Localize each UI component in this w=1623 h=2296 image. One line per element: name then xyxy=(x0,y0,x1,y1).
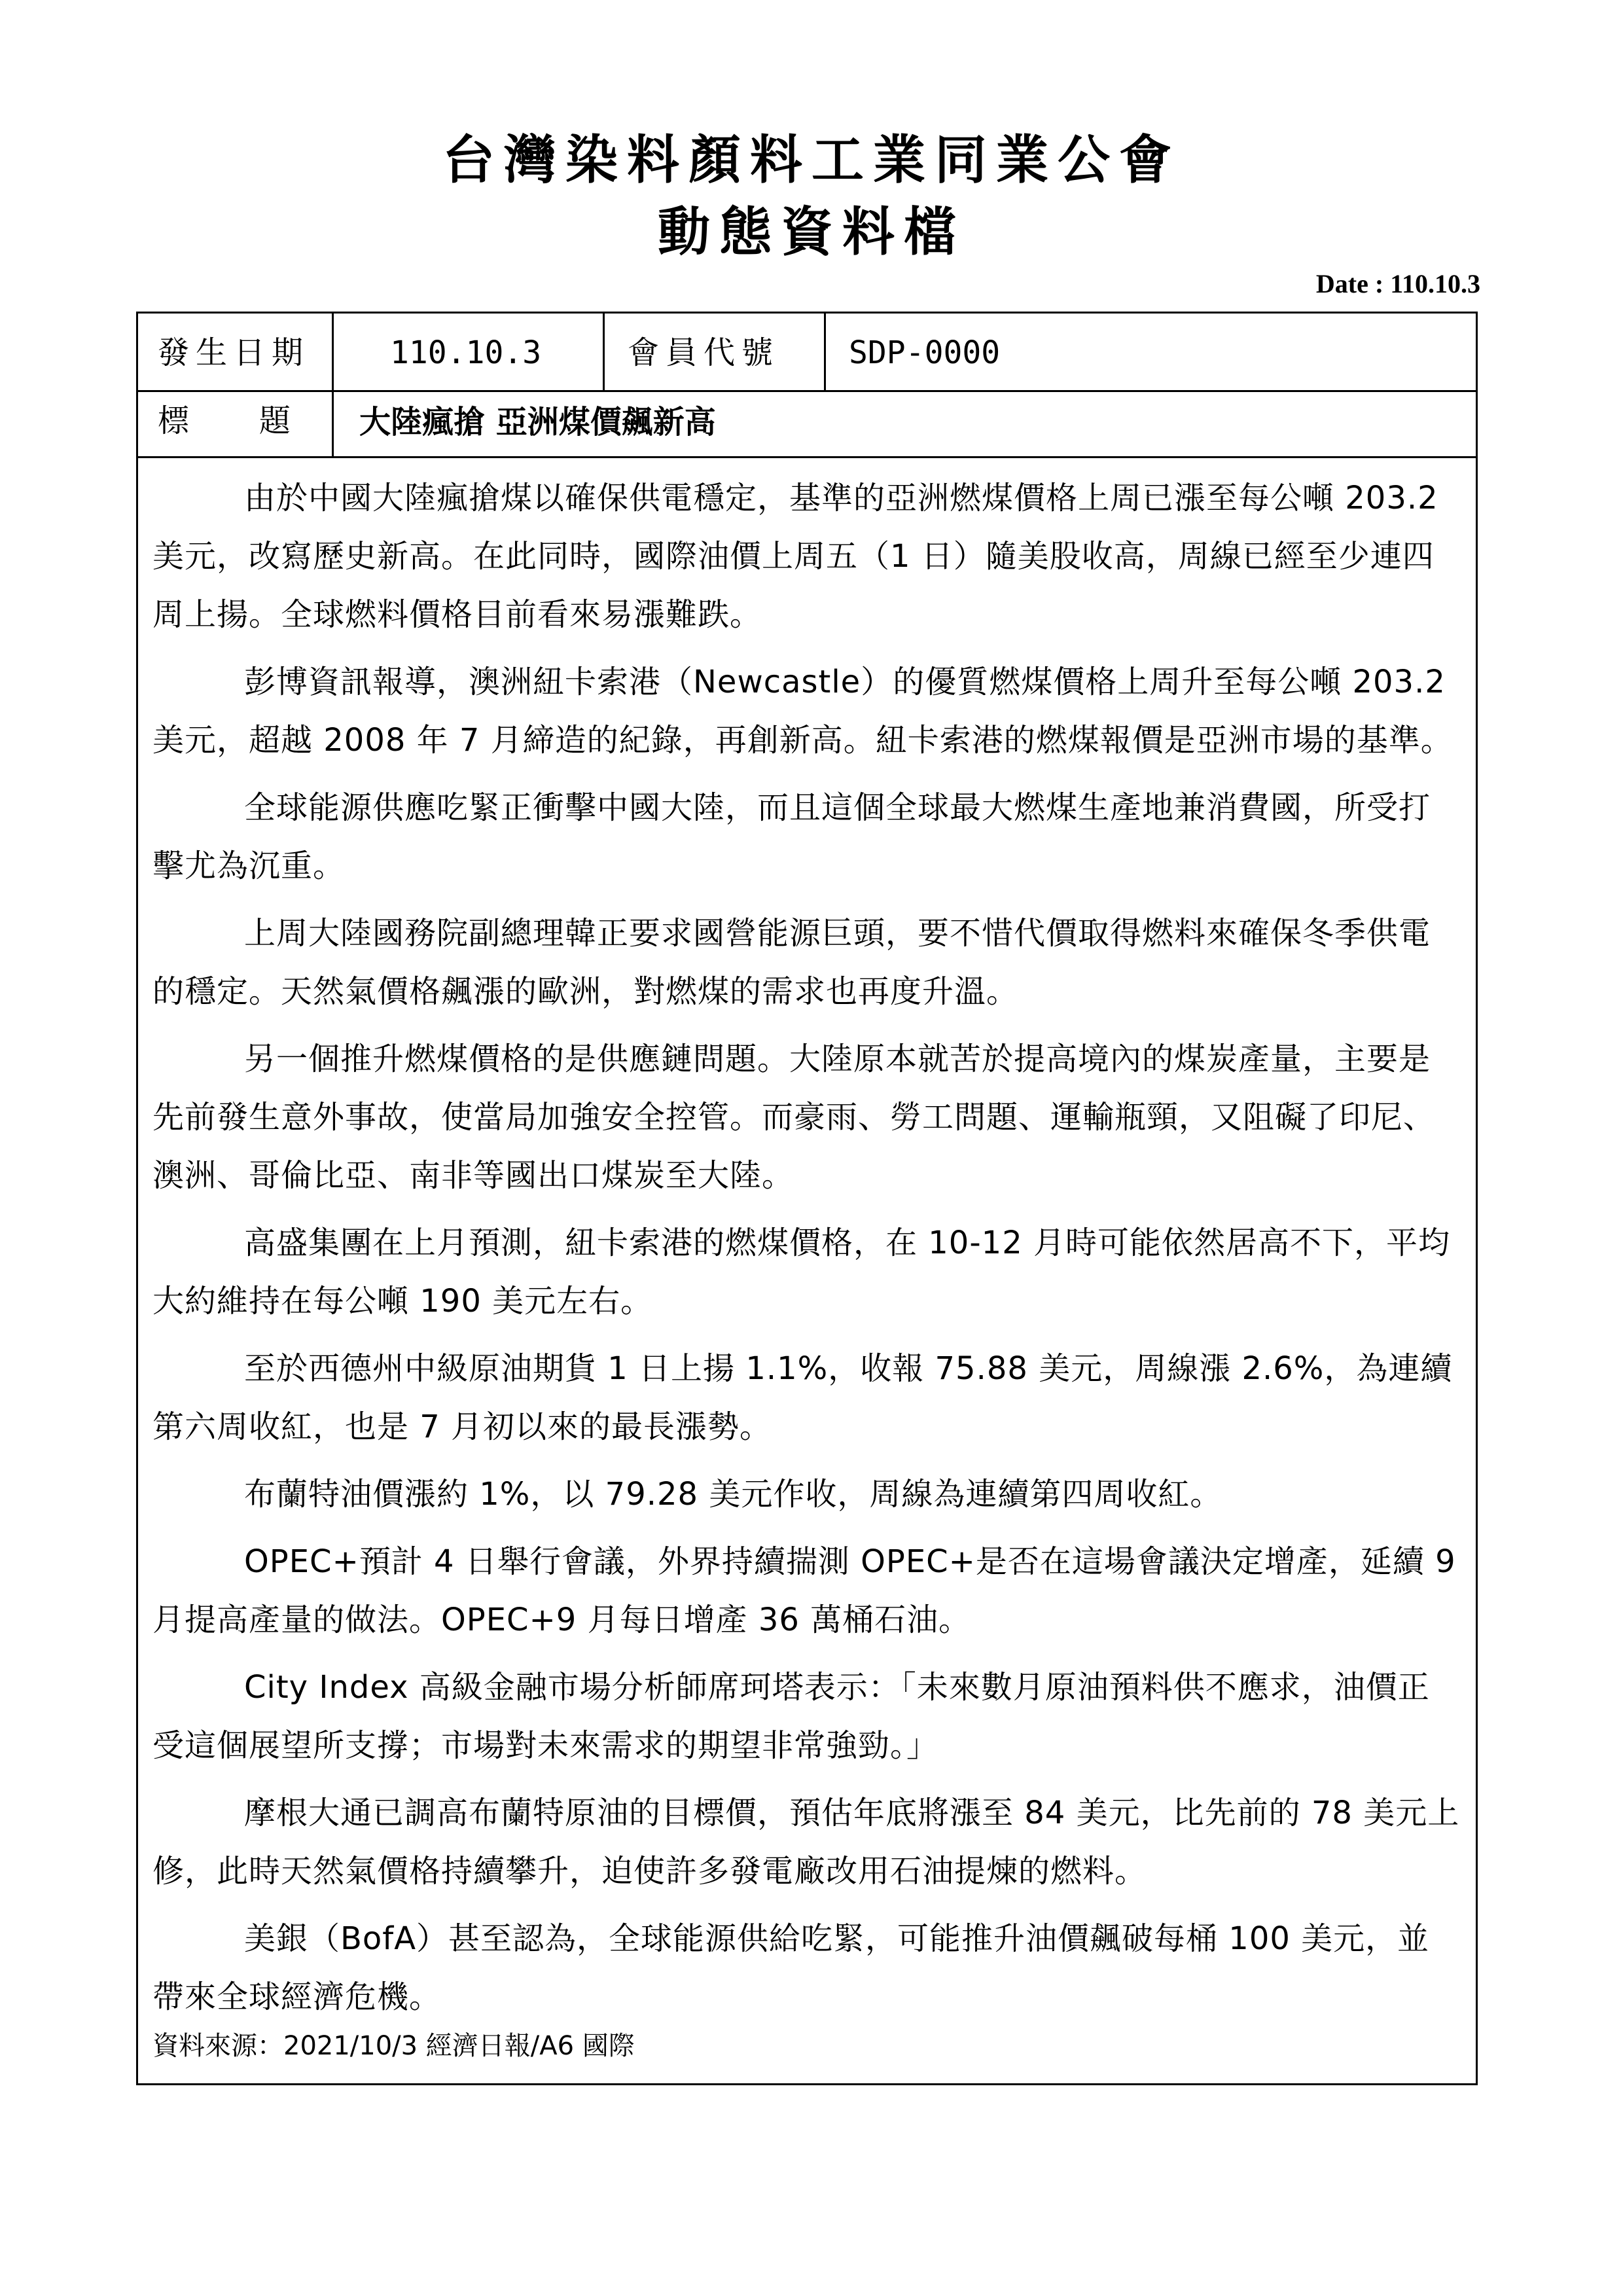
source-note: 資料來源：2021/10/3 經濟日報/A6 國際 xyxy=(152,2031,635,2061)
subject-value: 大陸瘋搶 亞洲煤價飆新高 xyxy=(359,404,716,440)
document-subtitle: 動態資料檔 xyxy=(658,201,965,262)
subject-label: 標 題 xyxy=(158,403,297,439)
member-code-label: 會員代號 xyxy=(628,334,780,371)
column-divider xyxy=(332,314,334,456)
document-date: Date : 110.10.3 xyxy=(1315,269,1480,298)
record-frame xyxy=(136,312,1478,2085)
paragraph: 美銀（BofA）甚至認為，全球能源供給吃緊，可能推升油價飆破每桶 100 美元，並帶來全球經濟危機。 xyxy=(152,1920,1430,2015)
paragraph: 高盛集團在上月預測，紐卡索港的燃煤價格，在 10-12 月時可能依然居高不下，平均大約維持在每公噸 190 美元左右。 xyxy=(152,1225,1450,1319)
row-divider xyxy=(138,390,1476,392)
date-value: 110.10.3 xyxy=(390,334,542,371)
paragraph: 上周大陸國務院副總理韓正要求國營能源巨頭，要不惜代價取得燃料來確保冬季供電的穩定。天然氣價格飆漲的歐洲，對燃煤的需求也再度升溫。 xyxy=(152,915,1431,1010)
paragraph: 由於中國大陸瘋搶煤以確保供電穩定，基準的亞洲燃煤價格上周已漲至每公噸 203.2 美元，改寫歷史新高。在此同時，國際油價上周五（1 日）隨美股收高，周線已經至少連四周上揚。全球燃料價格目前看來易漲難跌。 xyxy=(152,480,1438,633)
date-label: 發生日期 xyxy=(158,334,310,371)
paragraph: 另一個推升燃煤價格的是供應鏈問題。大陸原本就苦於提高境內的煤炭產量，主要是先前發生意外事故，使當局加強安全控管。而豪雨、勞工問題、運輸瓶頸，又阻礙了印尼、澳洲、哥倫比亞、南非等國出口煤炭至大陸。 xyxy=(152,1041,1436,1194)
article-body xyxy=(152,469,1461,2036)
paragraph: OPEC+預計 4 日舉行會議，外界持續揣測 OPEC+是否在這場會議決定增產，延續 9 月提高產量的做法。OPEC+9 月每日增產 36 萬桶石油。 xyxy=(152,1543,1456,1638)
document-title: 台灣染料顏料工業同業公會 xyxy=(442,129,1181,190)
paragraph: 至於西德州中級原油期貨 1 日上揚 1.1%，收報 75.88 美元，周線漲 2.6%，為連續第六周收紅，也是 7 月初以來的最長漲勢。 xyxy=(152,1350,1453,1445)
member-code-value: SDP-0000 xyxy=(849,334,1001,371)
column-divider xyxy=(603,314,605,390)
row-divider xyxy=(138,456,1476,458)
column-divider xyxy=(824,314,826,390)
paragraph: City Index 高級金融市場分析師席珂塔表示：「未來數月原油預料供不應求，油價正受這個展望所支撐；市場對未來需求的期望非常強勁。」 xyxy=(152,1669,1430,1764)
paragraph: 彭博資訊報導，澳洲紐卡索港（Newcastle）的優質燃煤價格上周升至每公噸 203.2 美元，超越 2008 年 7 月締造的紀錄，再創新高。紐卡索港的燃煤報價是亞洲市場的基準。 xyxy=(152,664,1453,759)
paragraph: 全球能源供應吃緊正衝擊中國大陸，而且這個全球最大燃煤生產地兼消費國，所受打擊尤為沉重。 xyxy=(152,789,1431,884)
paragraph: 摩根大通已調高布蘭特原油的目標價，預估年底將漲至 84 美元，比先前的 78 美元上修，此時天然氣價格持續攀升，迫使許多發電廠改用石油提煉的燃料。 xyxy=(152,1795,1460,1890)
paragraph: 布蘭特油價漲約 1%，以 79.28 美元作收，周線為連續第四周收紅。 xyxy=(244,1476,1222,1513)
